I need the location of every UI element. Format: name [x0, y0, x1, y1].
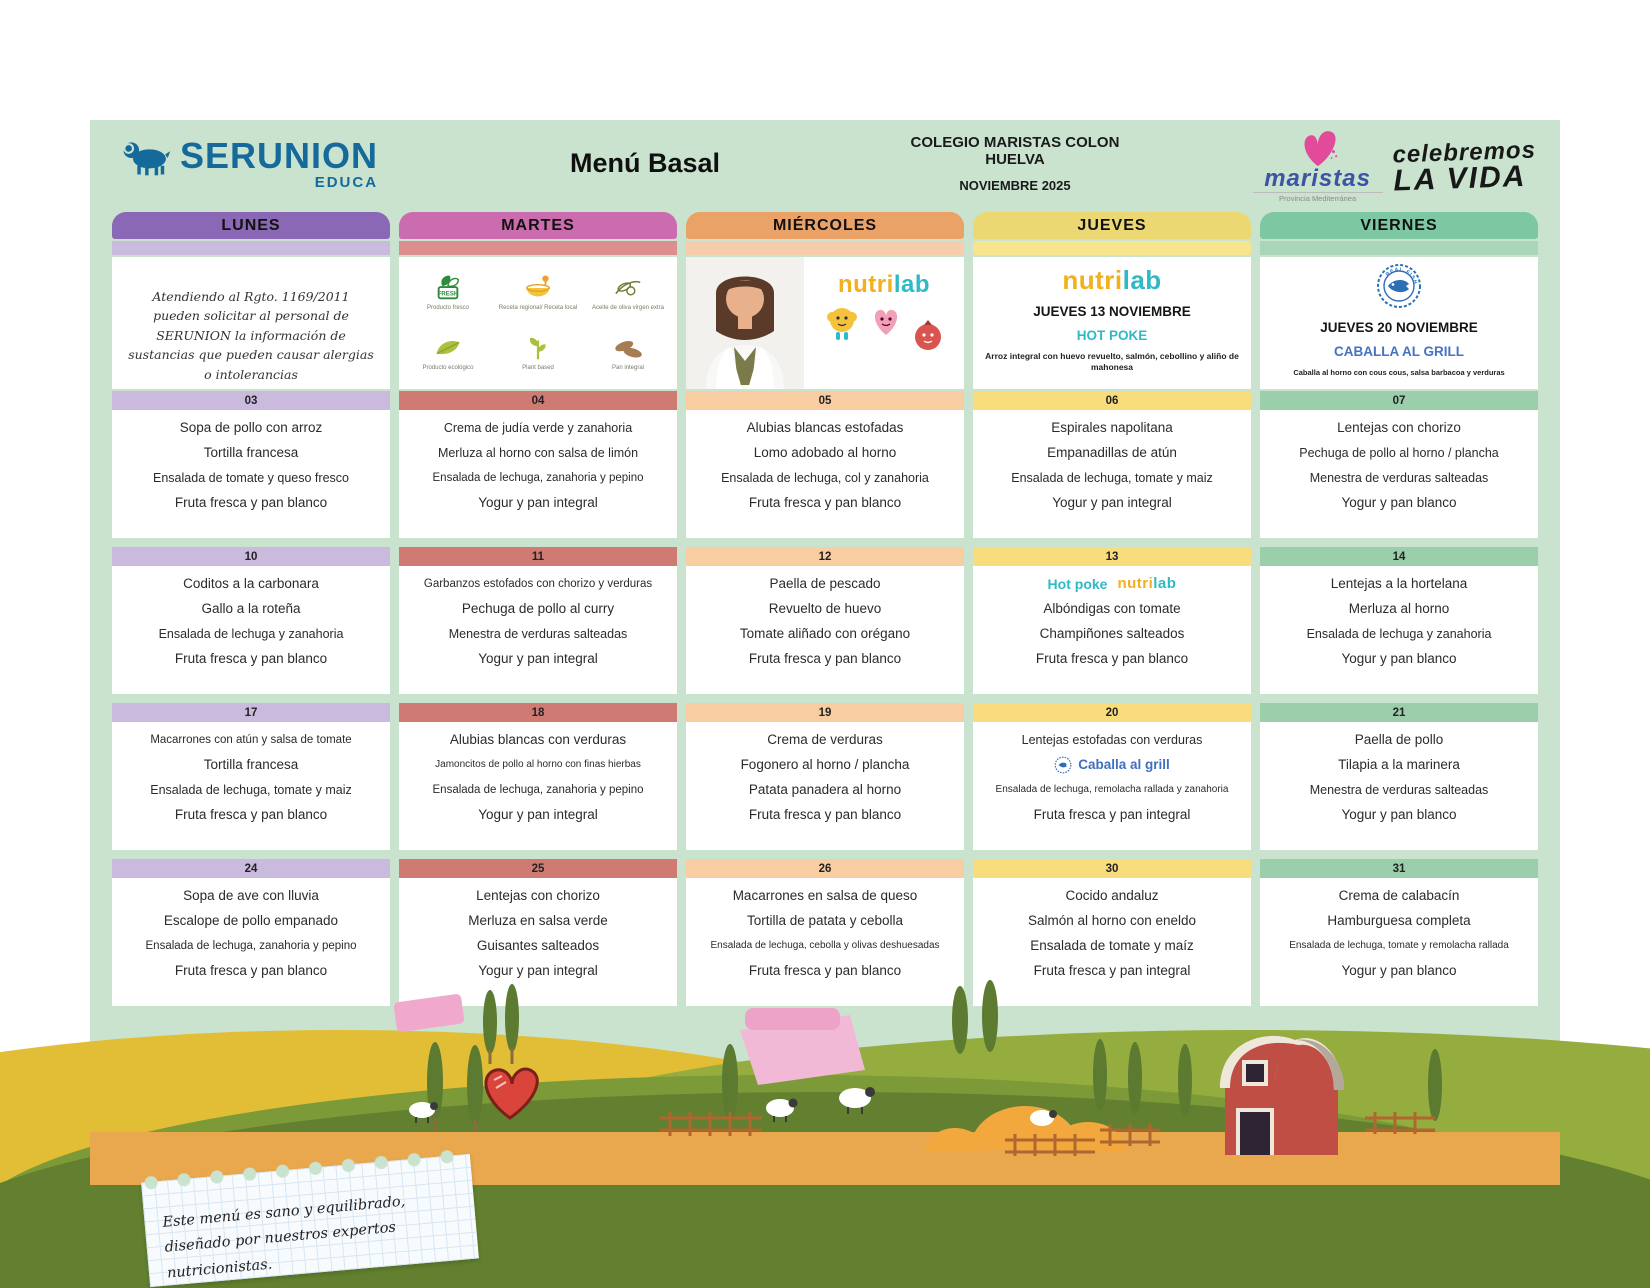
note-text: Este menú es sano y equilibrado, diseñado por nuestros expertos nutricionistas. [161, 1193, 406, 1282]
menu-item: Coditos a la carbonara [183, 576, 319, 591]
feature-date: JUEVES 20 NOVIEMBRE [1320, 320, 1478, 335]
menu-item: Patata panadera al horno [748, 782, 902, 797]
real-fish-badge-icon [1376, 263, 1422, 309]
maristas-wordmark: maristas [1264, 165, 1371, 192]
nutrilab-feature-cell [973, 257, 1251, 389]
fresh-badge-icon [433, 273, 463, 303]
menu-item: Garbanzos estofados con chorizo y verduras [423, 577, 653, 590]
plant-based-icon [523, 333, 553, 363]
svg-text:FRESH: FRESH [437, 290, 459, 298]
date-badge: 18 [399, 703, 677, 722]
menu-cell [1260, 410, 1538, 538]
menu-item: Fruta fresca y pan blanco [174, 651, 328, 666]
menu-cell [973, 566, 1251, 694]
column-viernes [1260, 212, 1538, 1013]
date-badge: 24 [112, 859, 390, 878]
date-badge: 07 [1260, 391, 1538, 410]
menu-item: Ensalada de lechuga, cebolla y olivas deshuesadas [710, 940, 940, 951]
menu-item: Ensalada de lechuga, zanahoria y pepino [432, 471, 644, 484]
menu-item: Fogonero al horno / plancha [740, 757, 910, 772]
right-logos [1253, 128, 1536, 203]
svg-text:REAL FISH: REAL FISH [1384, 266, 1419, 286]
menu-cell [399, 410, 677, 538]
feature-dish: CABALLA AL GRILL [1334, 344, 1464, 359]
menu-item: Tortilla francesa [203, 757, 299, 772]
menu-item: Champiñones salteados [1039, 626, 1185, 641]
badge-pan-integral: Pan integral [583, 323, 673, 383]
barn [1220, 1036, 1344, 1155]
day-strip [112, 241, 390, 255]
menu-item: Fruta fresca y pan blanco [1035, 651, 1189, 666]
menu-poster [90, 120, 1560, 1282]
nutrilab-logo: nutrilab [1062, 265, 1162, 295]
menu-cell [112, 566, 390, 694]
menu-item: Tortilla francesa [203, 445, 299, 460]
menu-item: Ensalada de lechuga, tomate y remolacha rallada [1289, 940, 1509, 951]
menu-item: Fruta fresca y pan blanco [174, 495, 328, 510]
menu-item: Yogur y pan integral [478, 495, 598, 510]
day-header-jueves: JUEVES [973, 212, 1251, 239]
menu-item [973, 571, 1251, 596]
menu-item: Pechuga de pollo al horno / plancha [1299, 445, 1499, 460]
menu-item: Yogur y pan blanco [1341, 651, 1457, 666]
maristas-heart-icon [1295, 128, 1341, 168]
school-line2: HUELVA [985, 151, 1045, 168]
menu-cell [399, 878, 677, 1006]
badge-producto-ecologico: Producto ecológico [403, 323, 493, 383]
badge-producto-fresco: FRESH Producto fresco [403, 263, 493, 323]
menu-item: Jamoncitos de pollo al horno con finas hierbas [435, 759, 641, 770]
menu-item: Lentejas estofadas con verduras [1021, 732, 1203, 747]
column-lunes [112, 212, 390, 1013]
menu-cell [112, 722, 390, 850]
menu-item: Yogur y pan blanco [1341, 963, 1457, 978]
menu-item: Yogur y pan integral [478, 963, 598, 978]
feature-description: Caballa al horno con cous cous, salsa barbacoa y verduras [1293, 368, 1505, 377]
ram-icon [120, 138, 172, 178]
eco-leaf-icon [433, 333, 463, 363]
date-badge: 04 [399, 391, 677, 410]
menu-cell [1260, 722, 1538, 850]
menu-item: Crema de calabacín [1338, 888, 1460, 903]
date-badge: 25 [399, 859, 677, 878]
date-badge: 19 [686, 703, 964, 722]
menu-item: Salmón al horno con eneldo [1027, 913, 1197, 928]
badge-plant-based: Plant based [493, 323, 583, 383]
menu-item: Alubias blancas con verduras [449, 732, 627, 747]
allergy-notice-cell [112, 257, 390, 389]
menu-item: Ensalada de lechuga, tomate y maiz [1011, 470, 1213, 485]
nutrilab-logo: nutrilab [1117, 575, 1177, 592]
whole-bread-icon [613, 333, 643, 363]
menu-cell [399, 722, 677, 850]
menu-item: Fruta fresca y pan blanco [174, 807, 328, 822]
column-jueves [973, 212, 1251, 1013]
farm-landscape-illustration [90, 990, 1560, 1185]
day-strip [399, 241, 677, 255]
menu-item: Paella de pollo [1354, 732, 1444, 747]
menu-item: Ensalada de tomate y queso fresco [153, 470, 349, 485]
date-badge: 31 [1260, 859, 1538, 878]
menu-cell [112, 410, 390, 538]
menu-item: Crema de judía verde y zanahoria [443, 420, 633, 435]
day-header-miercoles: MIÉRCOLES [686, 212, 964, 239]
date-badge: 17 [112, 703, 390, 722]
menu-item: Menestra de verduras salteadas [1309, 782, 1489, 797]
menu-item: Menestra de verduras salteadas [1309, 470, 1489, 485]
allergy-note-text: Atendiendo al Rgto. 1169/2011 pueden solicitar al personal de SERUNION la información de sustancias que pueden causar alergias o intolerancias [128, 289, 374, 382]
menu-item: Crema de verduras [767, 732, 883, 747]
date-badge: 26 [686, 859, 964, 878]
menu-item: Lentejas con chorizo [1337, 420, 1461, 435]
brand-sub: EDUCA [314, 174, 379, 191]
menu-item: Lomo adobado al horno [753, 445, 897, 460]
menu-item: Lentejas a la hortelana [1330, 576, 1468, 591]
menu-item: Ensalada de lechuga, tomate y maiz [150, 782, 352, 797]
hot-poke-feature: Hot poke nutrilab [1047, 575, 1177, 592]
menu-item: Hamburguesa completa [1327, 913, 1471, 928]
menu-item: Guisantes salteados [476, 938, 600, 953]
menu-item: Paella de pescado [769, 576, 881, 591]
menu-item: Fruta fresca y pan integral [1033, 963, 1191, 978]
menu-cell [112, 878, 390, 1006]
menu-cell [686, 722, 964, 850]
day-strip [686, 241, 964, 255]
menu-item: Ensalada de lechuga y zanahoria [158, 626, 344, 641]
menu-item: Yogur y pan blanco [1341, 807, 1457, 822]
menu-month: NOVIEMBRE 2025 [959, 178, 1071, 193]
menu-item: Espirales napolitana [1051, 420, 1173, 435]
badge-receta-local: Receta regional/ Receta local [493, 263, 583, 323]
menu-item: Sopa de pollo con arroz [179, 420, 323, 435]
date-badge: 11 [399, 547, 677, 566]
date-badge: 20 [973, 703, 1251, 722]
menu-item: Lentejas con chorizo [476, 888, 600, 903]
feature-dish: HOT POKE [1076, 328, 1148, 343]
soup-bowl-icon [523, 273, 553, 303]
nutrilab-photo-cell [686, 257, 964, 389]
menu-cell [399, 566, 677, 694]
menu-item: Tomate aliñado con orégano [739, 626, 911, 641]
menu-item: Sopa de ave con lluvia [183, 888, 319, 903]
menu-item: Ensalada de lechuga, remolacha rallada y zanahoria [995, 784, 1229, 795]
menu-item: Ensalada de lechuga, col y zanahoria [721, 470, 929, 485]
school-line1: COLEGIO MARISTAS COLON [910, 134, 1120, 151]
date-badge: 10 [112, 547, 390, 566]
slogan-line1: celebremos [1391, 136, 1536, 169]
menu-item: Ensalada de lechuga, zanahoria y pepino [432, 783, 644, 796]
menu-cell [1260, 878, 1538, 1006]
menu-item: Merluza en salsa verde [468, 913, 608, 928]
quality-badges-cell [399, 257, 677, 389]
page-title: Menú Basal [569, 148, 721, 178]
date-badge: 05 [686, 391, 964, 410]
slogan-line2: LA VIDA [1392, 159, 1527, 197]
maristas-logo [1253, 128, 1383, 203]
serunion-logo [120, 135, 379, 191]
menu-cell [973, 878, 1251, 1006]
realfish-feature-cell [1260, 257, 1538, 389]
menu-item: Fruta fresca y pan blanco [748, 963, 902, 978]
menu-cell [686, 566, 964, 694]
menu-item: Empanadillas de atún [1047, 445, 1177, 460]
pink-eraser [393, 993, 465, 1032]
menu-item: Fruta fresca y pan blanco [748, 495, 902, 510]
menu-calendar [112, 212, 1538, 1013]
menu-cell [973, 410, 1251, 538]
menu-item: Pechuga de pollo al curry [461, 601, 615, 616]
day-header-viernes: VIERNES [1260, 212, 1538, 239]
nutrilab-mascots [823, 305, 945, 357]
menu-item: Merluza al horno [1348, 601, 1450, 616]
menu-item: Fruta fresca y pan blanco [748, 807, 902, 822]
date-badge: 14 [1260, 547, 1538, 566]
menu-cell [1260, 566, 1538, 694]
day-strip [1260, 241, 1538, 255]
date-badge: 06 [973, 391, 1251, 410]
brand-name: SERUNION [180, 135, 379, 176]
menu-item: Revuelto de huevo [768, 601, 882, 616]
date-badge: 12 [686, 547, 964, 566]
red-heart-mascot-icon [911, 319, 945, 357]
menu-item: Albóndigas con tomate [1043, 601, 1181, 616]
pink-heart-mascot-icon [869, 305, 903, 341]
date-badge: 30 [973, 859, 1251, 878]
day-header-lunes: LUNES [112, 212, 390, 239]
menu-item: Fruta fresca y pan blanco [748, 651, 902, 666]
menu-item: Tortilla de patata y cebolla [746, 913, 904, 928]
menu-cell [686, 410, 964, 538]
menu-item: Yogur y pan integral [478, 651, 598, 666]
caballa-feature: Caballa al grill [1054, 756, 1170, 774]
menu-item: Macarrones en salsa de queso [732, 888, 918, 903]
feature-date: JUEVES 13 NOVIEMBRE [1033, 304, 1191, 319]
brain-mascot-icon [823, 305, 861, 341]
day-header-martes: MARTES [399, 212, 677, 239]
menu-item: Menestra de verduras salteadas [448, 626, 628, 641]
menu-cell [973, 722, 1251, 850]
campaign-slogan [1391, 136, 1537, 197]
menu-item: Yogur y pan integral [478, 807, 598, 822]
menu-item [973, 752, 1251, 777]
menu-item: Alubias blancas estofadas [746, 420, 904, 435]
menu-item: Ensalada de lechuga, zanahoria y pepino [145, 939, 357, 952]
menu-item: Macarrones con atún y salsa de tomate [150, 733, 352, 746]
column-martes [399, 212, 677, 1013]
menu-item: Ensalada de tomate y maíz [1030, 938, 1194, 953]
day-strip [973, 241, 1251, 255]
column-miercoles [686, 212, 964, 1013]
menu-item: Tilapia a la marinera [1338, 757, 1460, 772]
menu-item: Escalope de pollo empanado [163, 913, 339, 928]
menu-cell [686, 878, 964, 1006]
real-fish-badge-icon [1054, 756, 1072, 774]
feature-description: Arroz integral con huevo revuelto, salmón, cebollino y aliño de mahonesa [985, 351, 1239, 373]
date-badge: 03 [112, 391, 390, 410]
top-bar [90, 120, 1560, 212]
menu-item: Ensalada de lechuga y zanahoria [1306, 626, 1492, 641]
badge-aceite-oliva: Aceite de oliva virgen extra [583, 263, 673, 323]
menu-item: Fruta fresca y pan blanco [174, 963, 328, 978]
olive-branch-icon [613, 273, 643, 303]
maristas-province: Provincia Mediterránea [1253, 192, 1383, 203]
menu-item: Merluza al horno con salsa de limón [437, 445, 639, 460]
menu-item: Yogur y pan blanco [1341, 495, 1457, 510]
school-name-block [880, 134, 1150, 193]
nutrilab-logo: nutrilab [837, 271, 930, 298]
menu-item: Cocido andaluz [1065, 888, 1159, 903]
date-badge: 21 [1260, 703, 1538, 722]
date-badge: 13 [973, 547, 1251, 566]
menu-item: Gallo a la roteña [201, 601, 301, 616]
menu-item: Yogur y pan integral [1052, 495, 1172, 510]
nutritionist-photo [686, 257, 804, 389]
menu-item: Fruta fresca y pan integral [1033, 807, 1191, 822]
